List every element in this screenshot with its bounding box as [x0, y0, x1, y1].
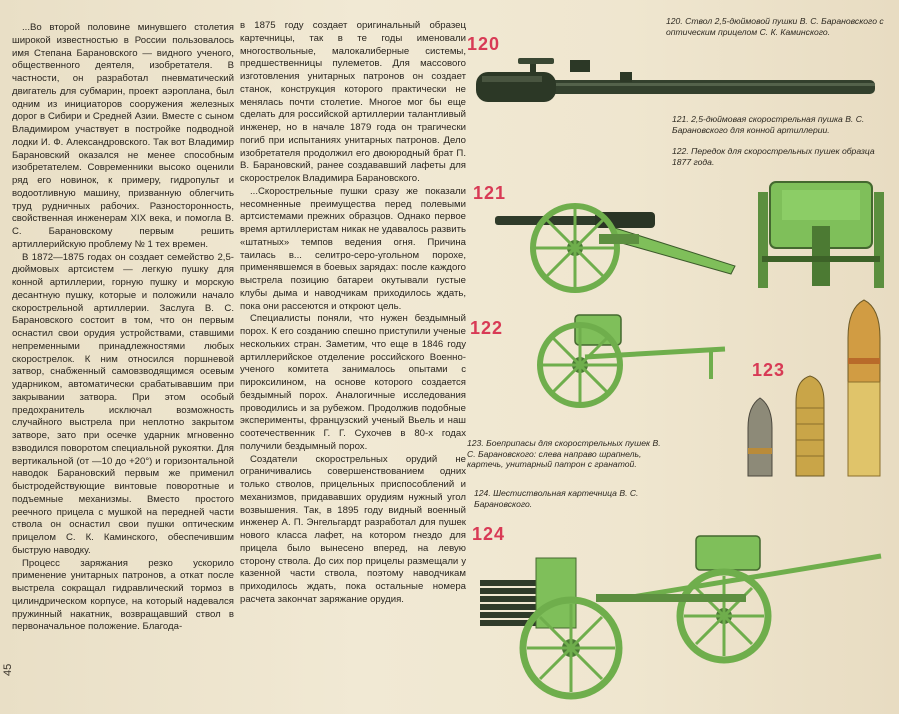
figure-122-limber-side-illustration: [525, 305, 730, 425]
paragraph: Специалисты поняли, что нужен бездымный порох. К его созданию спешно приступили ученые нескольких стран. Заметим, что еще в 1846 году артиллерийское отделение российского Военно-ученого комитета занималось опытами с пироксилином, на основе которого создается бездымный порох. Аналогичные исследования проводились и за рубежом. Продолжив подобные эксперименты, французский ученый Вьель и наш соотечественник Г. Г. Сухочев в 80-х годах получили бездымный порох.: [240, 313, 466, 452]
caption-120: 120. Ствол 2,5-дюймовой пушки В. С. Барановского с оптическим прицелом С. К. Каминского.: [666, 16, 884, 37]
figure-122-limber-front-illustration: [752, 176, 890, 294]
paragraph: в 1875 году создает оригинальный образец картечницы, так в те годы именовали многоствольные, малокалиберные системы, предшественницы пулеметов. Для массового изготовления унитарных патронов он создает станок, конструкция которого практически не менялась почти столетие. Многое мог бы еще сделать для российской артиллерии талантливый инженер, но в начале 1879 года он трагически погиб при испытаниях унитарных патронов. Дело изобретателя продолжил его двоюродный брат П. В. Барановский, ранее создававший лафеты для скорострелок Владимира Барановского.: [240, 20, 466, 184]
paragraph: Создатели скорострельных орудий не ограничивались совершенствованием одних только стволов, прицельных приспособлений и механизмов, придававших орудиям нужный угол возвышения. Так, в 1895 году видный военный инженер А. П. Энгельгардт разработал для пушек нового класса лафет, на котором гнездо для прицела было вынесено вперед, на левую сторону ствола. До сих пор прицелы размещали у казенной части ствола, поэтому наводчикам приходилось ждать, пока остальные номера расчета закончат заряжание орудия.: [240, 453, 466, 605]
paragraph: ...Скорострельные пушки сразу же показали несомненные преимущества перед полевыми артсистемами прежних образцов. Однако первое время артиллеристам никак не удавалось развить «штатных» темпов ведения огня. Причина таилась в... селитро-серо-угольном порохе, применявшемся в боевых зарядах: после каждого выстрела позицию батареи окутывали густые клубы дыма и наводчикам приходилось ждать, пока они рассеются и откроют цель.: [240, 185, 466, 312]
figure-124-six-barrel-gun-illustration: [476, 528, 888, 708]
figure-123-shells-illustration: [740, 298, 890, 480]
figure-number-122: 122: [470, 318, 504, 338]
page-number: 45: [2, 663, 14, 676]
paragraph: ...Во второй половине минувшего столетия широкой известностью в России пользовалось имя Степана Барановского — видного ученого, общественного деятеля, изобретателя. В частности, он разработал пневматический двигатель для субмарин, проект аэроплана, был одним из инициаторов сооружения железных дорог в Сибири и Средней Азии. Вместе с сыном Владимиром участвует в постройке подводной лодки И. Ф. Александровского. Так вот Владимир Барановский оказался не менее способным изобретателем. Современники высоко оценили ряд его новинок, к примеру, гидропульт и водоотливную машину, призванную облегчить труд рудничных рабочих. Разносторонность, свойственная инженерам XIX века, и помогла В. С. Барановскому первым решить артиллерийскую проблему № 1 тех времен.: [12, 22, 234, 250]
text-column-left: [12, 22, 234, 634]
paragraph: В 1872—1875 годах он создает семейство 2,5-дюймовых артсистем — легкую пушку для конной артиллерии, горную пушку и морскую десантную пушку, которые и положили начало скорострельной артиллерии. Заслуга В. С. Барановского состоит в том, что он первым оснастил свои орудия устройствами, ставшими непременными принадлежностями любых скорострелок. К ним относился поршневой затвор, снабженный самовзводящимся осевым ударником, автоматически срабатывавшим при закрывании затвора. При этом особый предохранитель исключал возможность случайного выстрела при неплотно закрытом затворе, зато при осечке ударник мгновенно взводился поворотом специальной рукоятки. Для вертикальной (от —10 до +20°) и горизонтальной наводок Барановский первым же применил быстродействующие винтовые поворотные и подъемные механизмы. Вместо простого реечного прицела с мушкой на передней части ствола он оснастил свои пушки оптическим прицелом С. К. Каминского, обеспечившим быструю наводку.: [12, 251, 234, 556]
caption-123: 123. Боеприпасы для скорострельных пушек В. С. Барановского: слева направо шрапнель, картечь, унитарный патрон с гранатой.: [467, 438, 661, 469]
caption-122: 122. Передок для скорострельных пушек образца 1877 года.: [672, 146, 875, 167]
figure-number-124: 124: [472, 524, 506, 544]
text-column-middle: [240, 20, 466, 607]
figure-121-field-gun-illustration: [495, 188, 745, 298]
figure-number-121: 121: [473, 183, 507, 203]
paragraph: Процесс заряжания резко ускорило применение унитарных патронов, а откат после выстрела сокращал гидравлический тормоз в цилиндрическом корпусе, на который надевался пружинный накатник, возвращавший ствол в первоначальное положение. Благода-: [12, 557, 234, 633]
figure-number-120: 120: [467, 34, 501, 54]
figure-120-barrel-illustration: [470, 56, 885, 116]
caption-124: 124. Шестиствольная картечница В. С. Барановского.: [474, 488, 639, 509]
figure-number-123: 123: [752, 360, 786, 380]
caption-121: 121. 2,5-дюймовая скорострельная пушка В. С. Барановского для конной артиллерии.: [672, 114, 865, 135]
